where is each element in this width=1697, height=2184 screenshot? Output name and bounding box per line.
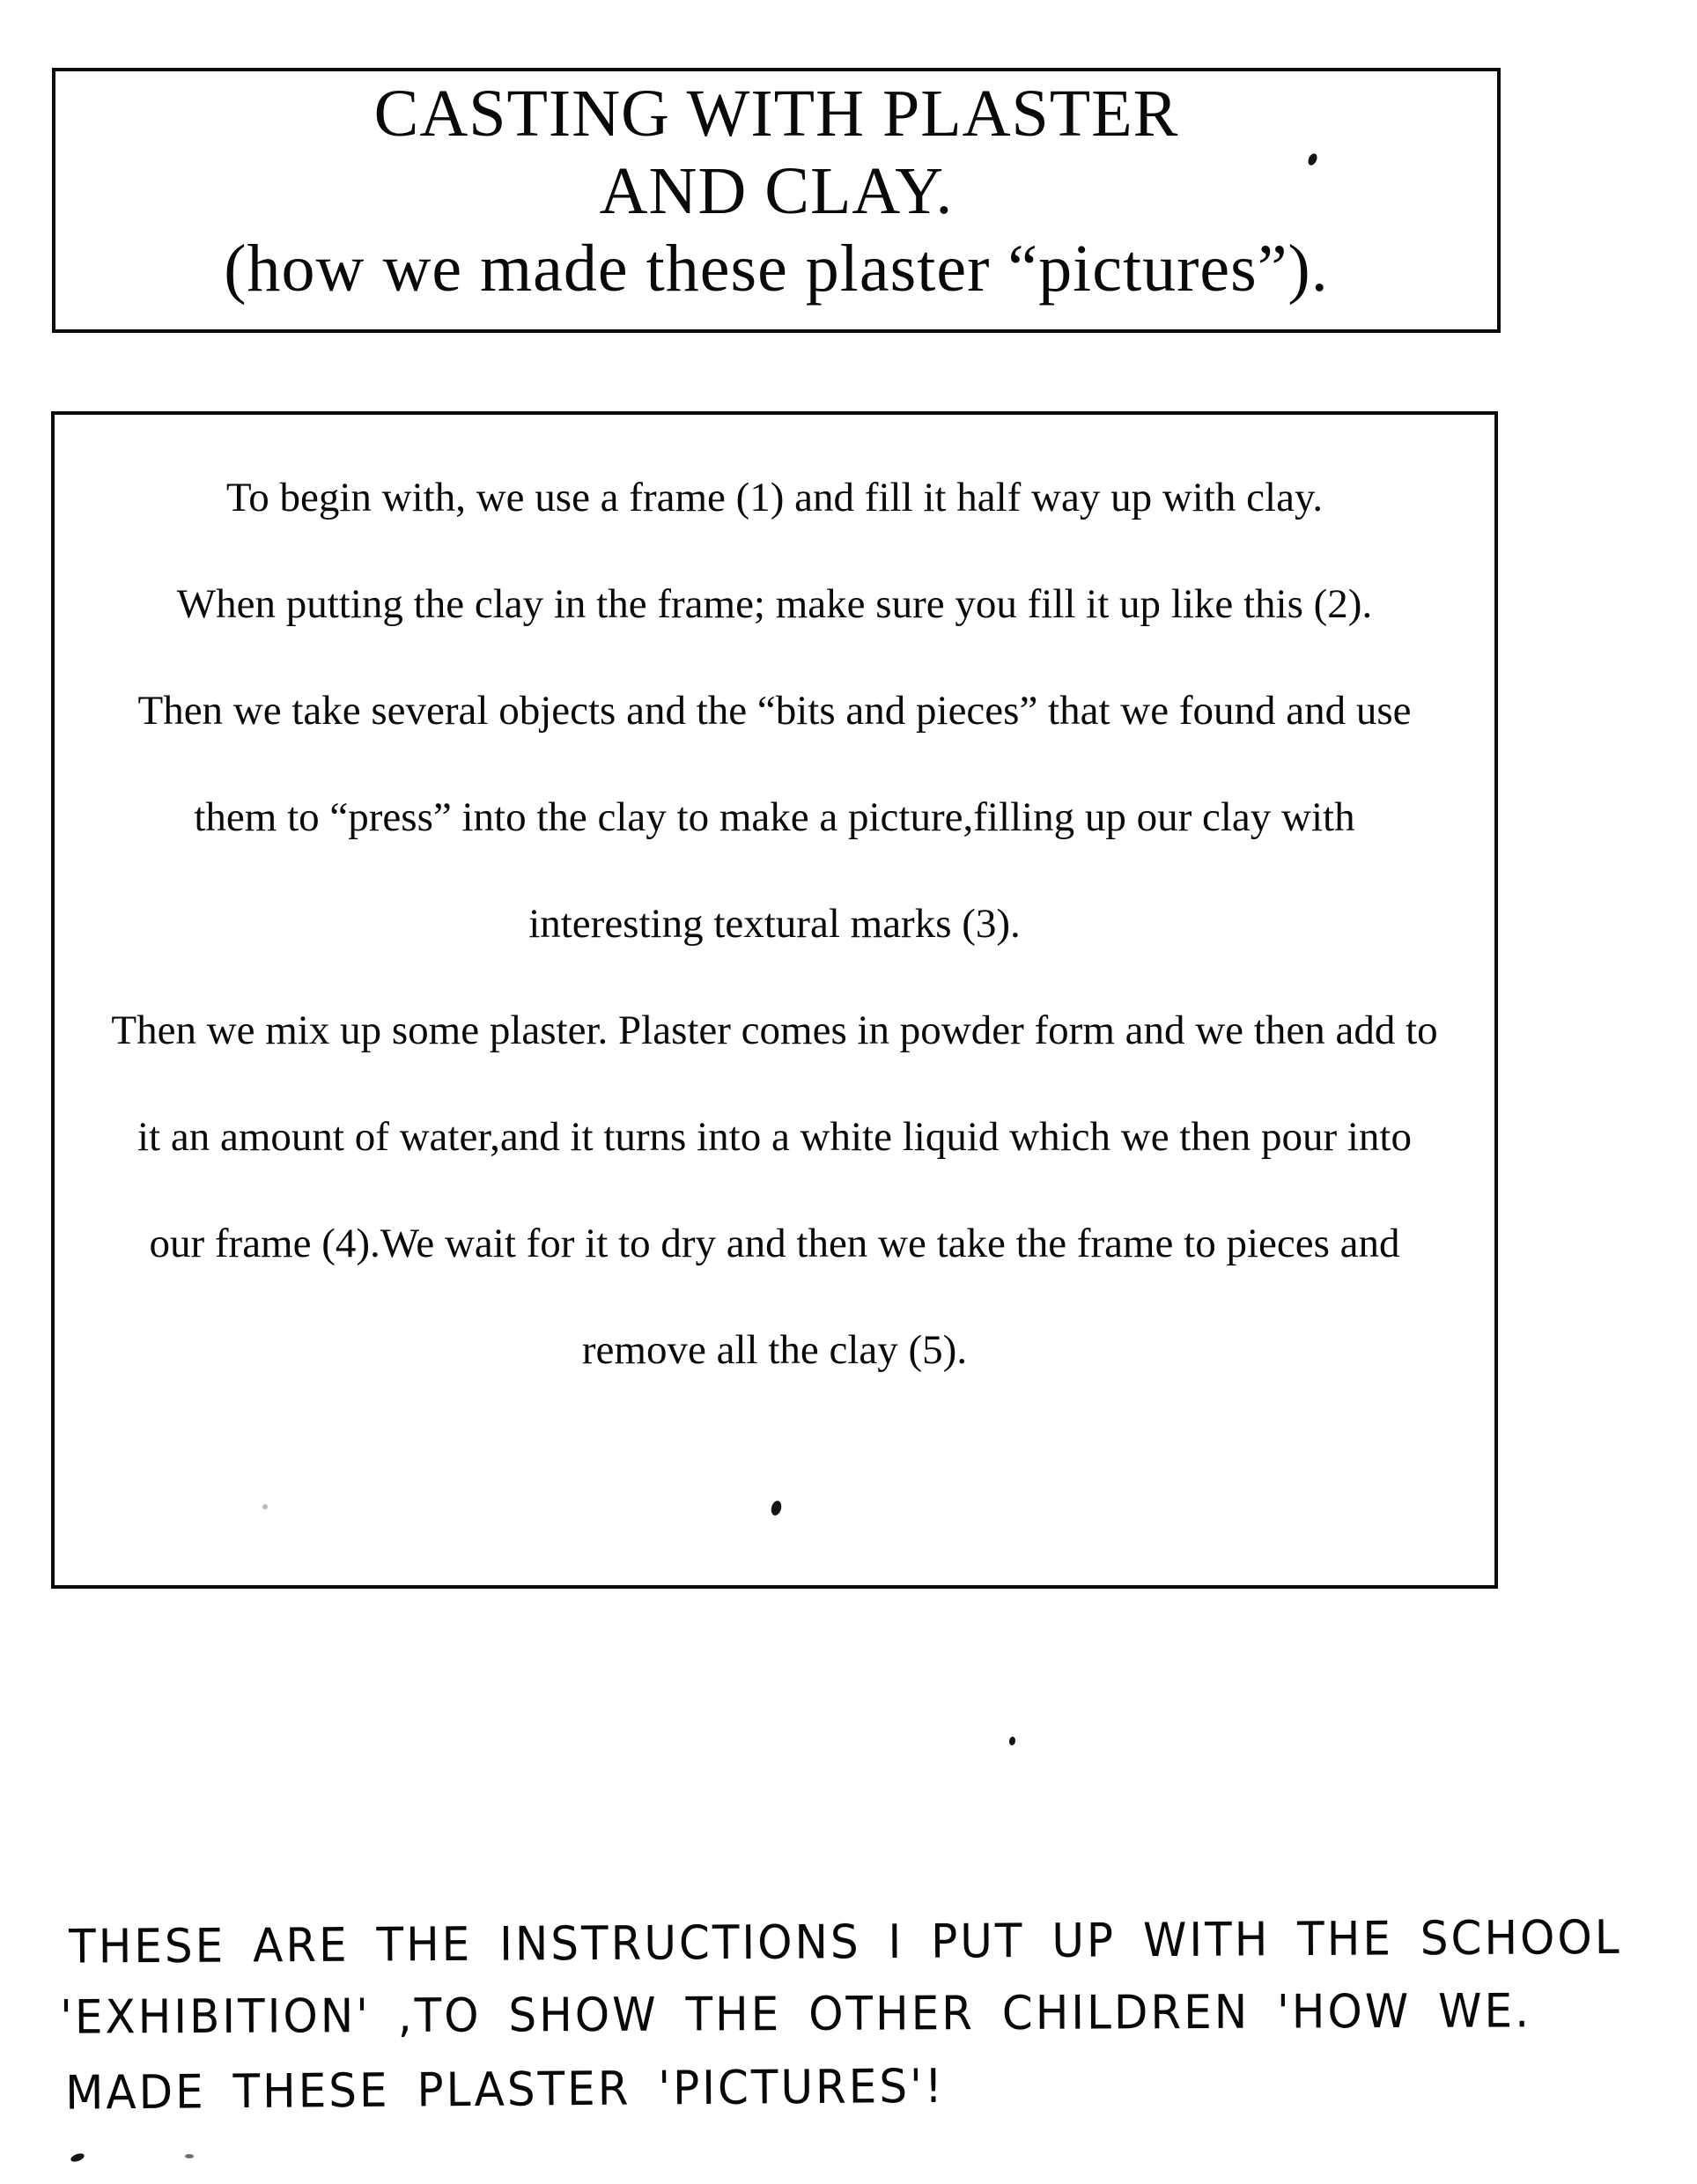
instructions-box <box>51 411 1498 1589</box>
title-box <box>52 68 1501 333</box>
instruction-line-8: our frame (4).We wait for it to dry and then we take the frame to pieces and <box>149 1221 1400 1266</box>
instruction-line-5: interesting textural marks (3). <box>528 901 1021 947</box>
instruction-line-2: When putting the clay in the frame; make sure you fill it up like this (2). <box>176 581 1373 627</box>
scan-speck <box>1008 1736 1016 1745</box>
instruction-line-7: it an amount of water,and it turns into a white liquid which we then pour into <box>137 1114 1412 1160</box>
instruction-line-9: remove all the clay (5). <box>581 1327 968 1373</box>
title-line-3: (how we made these plaster “pictures”). <box>224 232 1329 306</box>
handwritten-line-3: MADE THESE PLASTER 'PICTURES'! <box>64 2059 946 2121</box>
instruction-line-4: them to “press” into the clay to make a picture,filling up our clay with <box>194 794 1355 840</box>
handwritten-line-2: 'EXHIBITION' ,TO SHOW THE OTHER CHILDREN 'HOW WE. <box>59 1983 1532 2045</box>
scan-speck <box>262 1504 268 1509</box>
instruction-line-3: Then we take several objects and the “bits and pieces” that we found and use <box>137 688 1412 734</box>
instruction-line-6: Then we mix up some plaster. Plaster comes in powder form and we then add to <box>111 1007 1438 1053</box>
instruction-line-1: To begin with, we use a frame (1) and fill it half way up with clay. <box>225 475 1324 520</box>
scan-speck <box>70 2152 85 2164</box>
title-line-1: CASTING WITH PLASTER <box>373 77 1179 151</box>
title-line-2: AND CLAY. <box>599 154 954 228</box>
scan-speck <box>185 2154 194 2158</box>
handwritten-line-1: THESE ARE THE INSTRUCTIONS I PUT UP WITH THE SCHOOL <box>68 1910 1622 1974</box>
